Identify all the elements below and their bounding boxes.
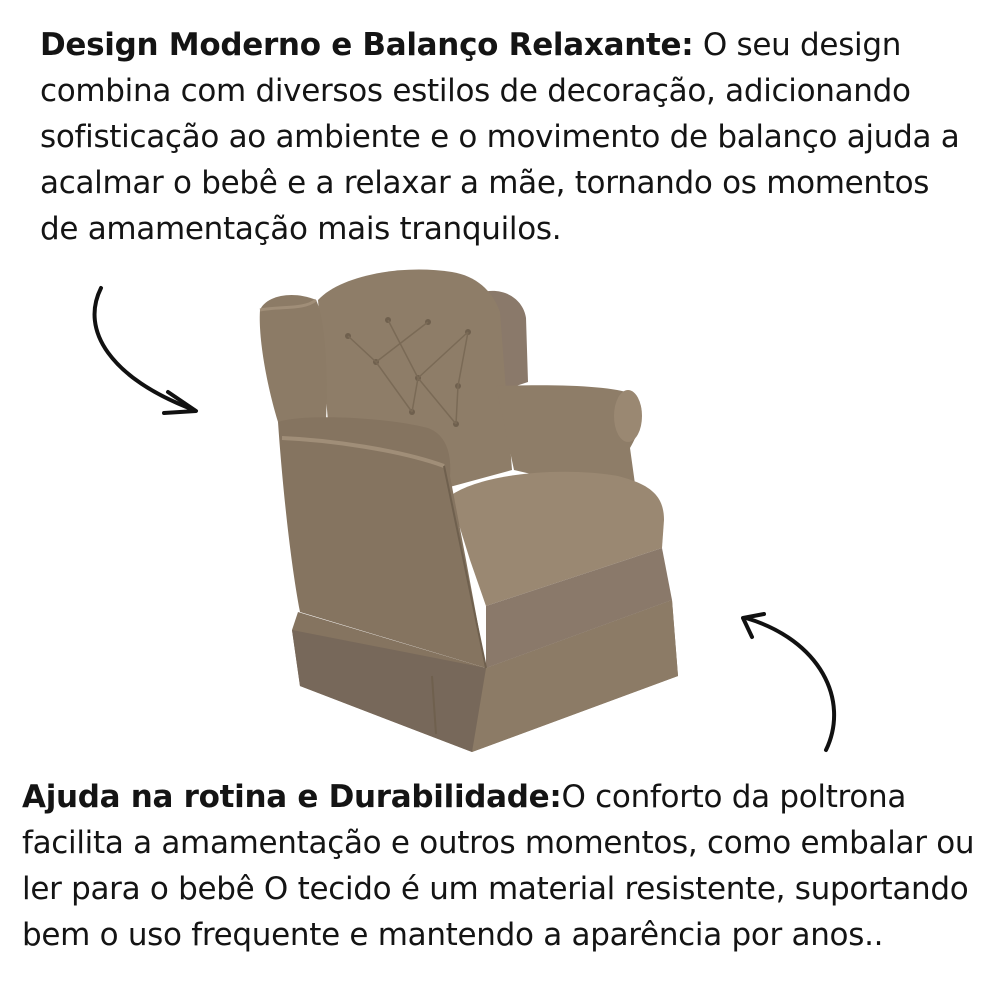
bottom-body: O conforto da poltrona facilita a amamentação e outros momentos, como embalar ou ler para o bebê O tecido é um material resistente, suportando bem o uso frequente e mantendo a aparência por anos..	[22, 779, 975, 953]
armchair-image	[260, 270, 678, 752]
top-body: O seu design combina com diversos estilos de decoração, adicionando sofisticação ao ambiente e o movimento de balanço ajuda a acalmar o bebê e a relaxar a mãe, tornando os momentos de amamentação mais tranquilos.	[40, 27, 960, 247]
left-arrow-icon	[95, 288, 196, 413]
bottom-heading: Ajuda na rotina e Durabilidade:	[22, 779, 562, 815]
right-arrow-icon	[743, 614, 834, 750]
bottom-description	[22, 774, 982, 958]
top-heading: Design Moderno e Balanço Relaxante:	[40, 27, 694, 63]
top-description	[40, 22, 970, 252]
